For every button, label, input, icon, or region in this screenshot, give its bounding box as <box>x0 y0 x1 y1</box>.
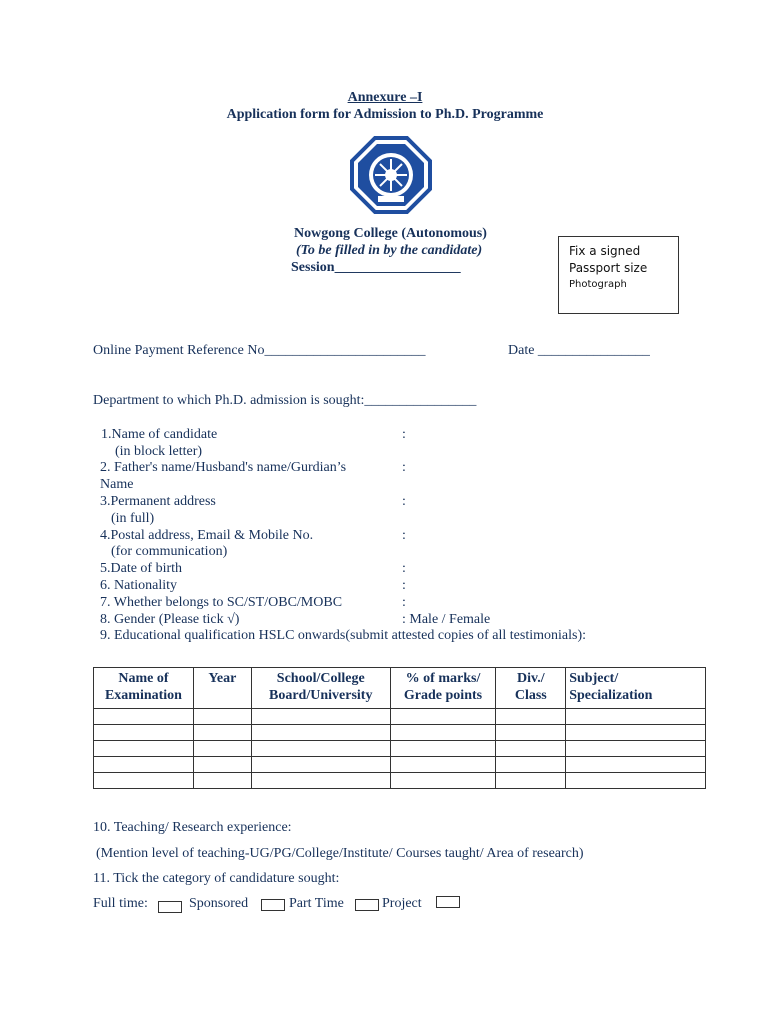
filled-by-note: (To be filled in by the candidate) <box>296 243 483 258</box>
candidature-heading: 11. Tick the category of candidature sought: <box>93 871 340 886</box>
table-cell[interactable] <box>390 773 496 789</box>
table-cell[interactable] <box>193 757 251 773</box>
college-name: Nowgong College (Autonomous) <box>294 226 487 241</box>
colon: : <box>402 427 406 442</box>
table-cell[interactable] <box>390 709 496 725</box>
photo-box-line3: Photograph <box>569 279 627 290</box>
field-permanent-address: 3.Permanent address <box>100 494 216 509</box>
photo-box[interactable] <box>558 236 679 314</box>
photo-box-line2: Passport size <box>569 261 648 275</box>
field-postal-address-note: (for communication) <box>111 544 228 559</box>
column-header-year: Year <box>193 668 251 709</box>
table-row <box>94 725 706 741</box>
field-nationality: 6. Nationality <box>100 578 177 593</box>
table-cell[interactable] <box>496 773 566 789</box>
table-cell[interactable] <box>566 741 706 757</box>
colon: : <box>402 595 406 610</box>
field-gender: 8. Gender (Please tick √) <box>100 612 240 627</box>
table-row <box>94 741 706 757</box>
colon: : <box>402 460 406 475</box>
education-table <box>93 667 706 789</box>
colon: : <box>402 561 406 576</box>
table-cell[interactable] <box>566 773 706 789</box>
column-header-marks: % of marks/ Grade points <box>390 668 496 709</box>
table-cell[interactable] <box>390 757 496 773</box>
option-label-project: Project <box>382 896 422 911</box>
checkbox-full-time[interactable] <box>158 901 182 913</box>
teaching-experience-heading: 10. Teaching/ Research experience: <box>93 820 292 835</box>
table-header-row <box>94 668 706 709</box>
column-header-subject: Subject/ Specialization <box>566 668 706 709</box>
field-father-name-cont: Name <box>100 477 134 492</box>
table-cell[interactable] <box>390 725 496 741</box>
table-cell[interactable] <box>566 757 706 773</box>
field-candidate-name-note: (in block letter) <box>115 444 203 459</box>
field-education: 9. Educational qualification HSLC onwards(submit attested copies of all testimonials): <box>100 628 587 643</box>
field-category: 7. Whether belongs to SC/ST/OBC/MOBC <box>100 595 343 610</box>
colon: : <box>402 528 406 543</box>
department-field[interactable]: Department to which Ph.D. admission is sought:________________ <box>93 393 477 408</box>
colon: : <box>402 494 406 509</box>
form-title: Application form for Admission to Ph.D. Programme <box>226 107 544 122</box>
table-cell[interactable] <box>390 741 496 757</box>
date-field[interactable]: Date ________________ <box>508 343 650 358</box>
table-row <box>94 773 706 789</box>
gender-options[interactable]: : Male / Female <box>402 612 491 627</box>
field-postal-address: 4.Postal address, Email & Mobile No. <box>100 528 314 543</box>
column-header-board: School/College Board/University <box>251 668 390 709</box>
table-cell[interactable] <box>251 709 390 725</box>
table-cell[interactable] <box>94 709 194 725</box>
column-header-division: Div./ Class <box>496 668 566 709</box>
table-cell[interactable] <box>193 741 251 757</box>
checkbox-part-time[interactable] <box>355 899 379 911</box>
table-cell[interactable] <box>193 725 251 741</box>
table-cell[interactable] <box>566 725 706 741</box>
table-row <box>94 757 706 773</box>
option-label-sponsored: Sponsored <box>189 896 249 911</box>
table-cell[interactable] <box>94 725 194 741</box>
teaching-experience-note: (Mention level of teaching-UG/PG/College/Institute/ Courses taught/ Area of research) <box>96 846 584 861</box>
table-cell[interactable] <box>193 773 251 789</box>
colon: : <box>402 578 406 593</box>
table-cell[interactable] <box>94 741 194 757</box>
table-cell[interactable] <box>251 773 390 789</box>
annexure-heading: Annexure –I <box>347 90 423 105</box>
table-cell[interactable] <box>94 757 194 773</box>
table-cell[interactable] <box>251 741 390 757</box>
session-field[interactable]: Session__________________ <box>291 260 461 275</box>
option-label-full-time: Full time: <box>93 896 148 911</box>
field-date-of-birth: 5.Date of birth <box>100 561 183 576</box>
option-label-part-time: Part Time <box>289 896 344 911</box>
payment-reference-field[interactable]: Online Payment Reference No_______________________ <box>93 343 426 358</box>
checkbox-sponsored[interactable] <box>261 899 285 911</box>
checkbox-project[interactable] <box>436 896 460 908</box>
table-cell[interactable] <box>251 757 390 773</box>
table-cell[interactable] <box>496 741 566 757</box>
photo-box-line1: Fix a signed <box>569 244 641 258</box>
college-emblem-icon <box>350 136 432 214</box>
table-cell[interactable] <box>251 725 390 741</box>
table-row <box>94 709 706 725</box>
table-cell[interactable] <box>496 709 566 725</box>
column-header-examination: Name of Examination <box>94 668 194 709</box>
table-cell[interactable] <box>193 709 251 725</box>
table-cell[interactable] <box>496 725 566 741</box>
field-permanent-address-note: (in full) <box>111 511 155 526</box>
table-cell[interactable] <box>94 773 194 789</box>
field-father-name: 2. Father's name/Husband's name/Gurdian’s <box>100 460 347 475</box>
table-cell[interactable] <box>566 709 706 725</box>
field-candidate-name: 1.Name of candidate <box>101 427 218 442</box>
table-cell[interactable] <box>496 757 566 773</box>
